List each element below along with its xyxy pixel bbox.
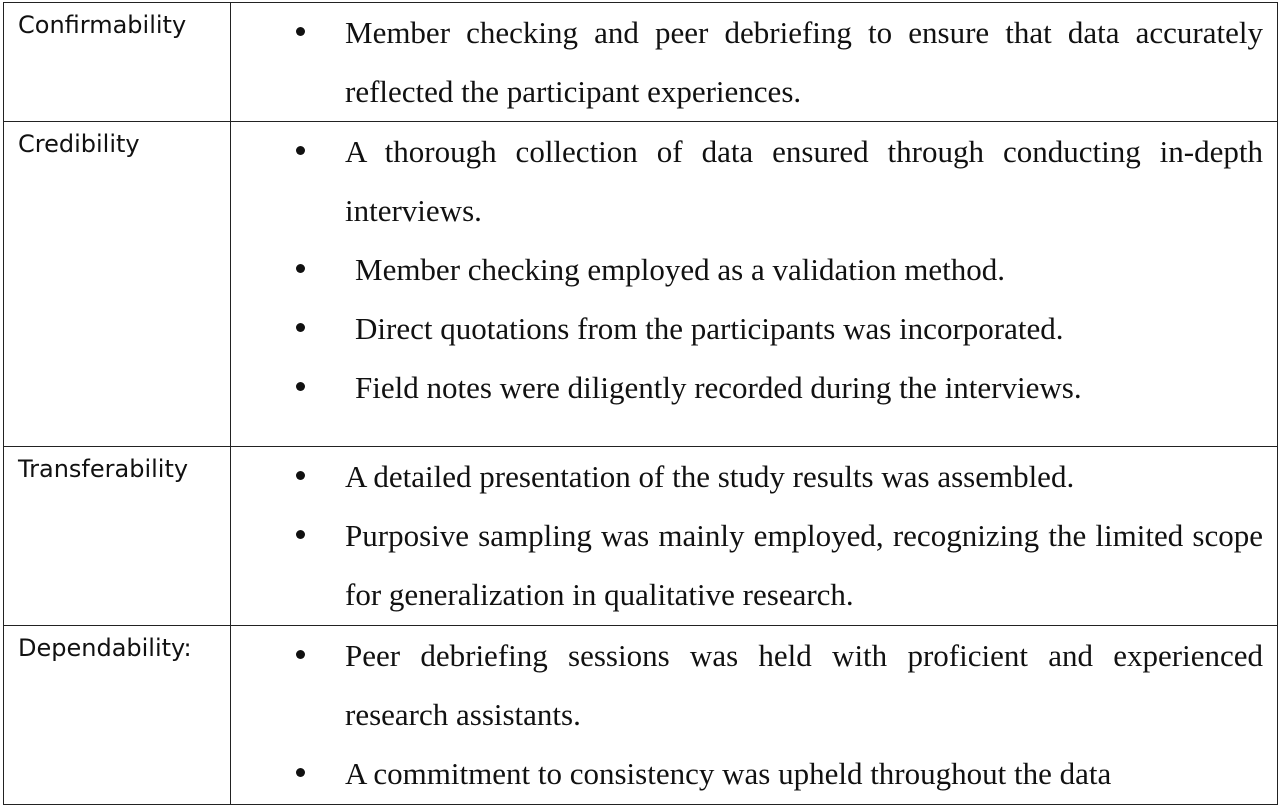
criterion-label: Transferability: [18, 455, 189, 483]
bullet-icon: [296, 768, 305, 777]
bullet-icon: [296, 264, 305, 273]
criterion-cell: [4, 3, 231, 122]
bullet-icon: [296, 382, 305, 391]
strategies-cell: [231, 122, 1278, 447]
trustworthiness-table: [3, 2, 1278, 805]
strategies-cell: [231, 3, 1278, 122]
list-item: Direct quotations from the participants was incorporated.: [231, 299, 1277, 358]
strategies-cell: [231, 626, 1278, 805]
list-item: A detailed presentation of the study results was assembled.: [231, 447, 1277, 506]
bullet-icon: [296, 530, 305, 539]
list-item: Peer debriefing sessions was held with proficient and experienced research assistants.: [231, 626, 1277, 744]
strategy-list: [231, 3, 1277, 121]
criterion-label: Credibility: [18, 130, 140, 158]
criterion-label: Confirmability: [18, 11, 187, 39]
bullet-icon: [296, 471, 305, 480]
list-item: Field notes were diligently recorded during the interviews.: [231, 358, 1277, 417]
table-row-credibility: [4, 122, 1278, 447]
list-item: Purposive sampling was mainly employed, recognizing the limited scope for generalization in qualitative research.: [231, 506, 1277, 624]
bullet-icon: [296, 323, 305, 332]
table-row-transferability: [4, 447, 1278, 626]
list-item: A commitment to consistency was upheld throughout the data: [231, 744, 1277, 803]
criterion-cell: [4, 122, 231, 447]
table-row-dependability: [4, 626, 1278, 805]
strategy-list: [231, 626, 1277, 803]
list-item: Member checking and peer debriefing to ensure that data accurately reflected the participant experiences.: [231, 3, 1277, 121]
criterion-cell: [4, 626, 231, 805]
bullet-icon: [296, 27, 305, 36]
criterion-cell: [4, 447, 231, 626]
strategy-list: [231, 447, 1277, 624]
bullet-icon: [296, 650, 305, 659]
criterion-label: Dependability:: [18, 634, 192, 662]
list-item: A thorough collection of data ensured through conducting in-depth interviews.: [231, 122, 1277, 240]
strategies-cell: [231, 447, 1278, 626]
list-item: Member checking employed as a validation method.: [231, 240, 1277, 299]
strategy-list: [231, 122, 1277, 417]
table-row-confirmability: [4, 3, 1278, 122]
bullet-icon: [296, 146, 305, 155]
